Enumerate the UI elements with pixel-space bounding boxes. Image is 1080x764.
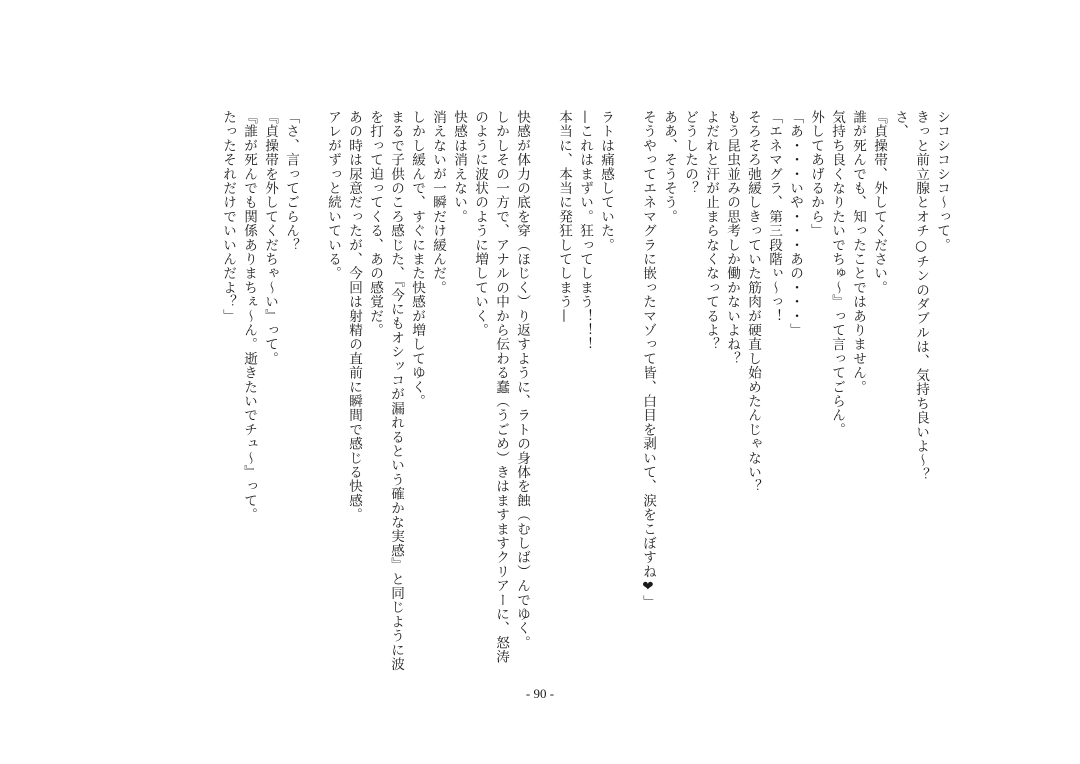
text-line: しかしその一方で、アナルの中から伝わる蠢（うごめ）きはますますクリアーに、怒涛 bbox=[493, 110, 509, 664]
text-line: 外してあげるから」 bbox=[808, 110, 824, 238]
text-line: シコシコシコ〜って。 bbox=[934, 110, 950, 252]
text-line: 快感は消えない。 bbox=[451, 110, 467, 224]
text-line: 気持ち良くなりたいでちゅ〜』って言ってごらん。 bbox=[829, 110, 845, 437]
text-line: ラトは痛感していた。 bbox=[598, 110, 614, 252]
page-number: - 90 - bbox=[525, 686, 555, 701]
text-line: しかし緩んで、すぐにまた快感が増してゆく。 bbox=[409, 110, 425, 409]
text-line: 「エネマグラ、第三段階ぃ〜っ！ bbox=[766, 110, 782, 323]
text-line: そうやってエネマグラに嵌ったマゾって皆、白目を剥いて、涙をこぼすね❤」 bbox=[640, 110, 656, 610]
text-line: 「あ・・・いや・・・あの・・・」 bbox=[787, 110, 803, 338]
text-line: 快感が体力の底を穿（ほじく）り返すように、ラトの身体を蝕（むしば）んでゆく。 bbox=[514, 110, 530, 650]
text-line: どうしたの？ bbox=[682, 110, 698, 196]
text-line: 本当に、本当に発狂してしまう— bbox=[556, 110, 572, 323]
text-line: たったそれだけでいいんだよ？」 bbox=[220, 110, 236, 323]
text-line: もう昆虫並みの思考しか働かないよね？ bbox=[724, 110, 740, 366]
text-line: 誰が死んでも、知ったことではありません。 bbox=[850, 110, 866, 394]
text-line: 『貞操帯を外してくだちゃ〜い』って。 bbox=[262, 110, 278, 366]
text-line: きっと前立腺とオチ○チンのダブルは、気持ち良いよ〜？ bbox=[913, 110, 929, 482]
text-line: 「さ、言ってごらん？ bbox=[283, 110, 299, 252]
text-line: そろそろ弛緩しきっていた筋肉が硬直し始めたんじゃない？ bbox=[745, 110, 761, 494]
text-line: を打って迫ってくる、あの感覚だ。 bbox=[367, 110, 383, 338]
text-line: さ、 bbox=[892, 110, 908, 139]
text-line: 消えないが一瞬だけ緩んだ。 bbox=[430, 110, 446, 295]
text-line: 『貞操帯、外してください。 bbox=[871, 110, 887, 295]
text-line: のように波状のように増していく。 bbox=[472, 110, 488, 338]
text-line: まるで子供のころ感じた、『今にもオシッコが漏れるという確かな実感』と同じように波 bbox=[388, 110, 404, 672]
vertical-text-body bbox=[217, 110, 952, 672]
text-line: —これはまずい。狂ってしまう！！！ bbox=[577, 110, 593, 352]
text-line: よだれと汗が止まらなくなってるよ？ bbox=[703, 110, 719, 352]
text-line: 『誰が死んでも関係ありまちぇ〜ん。逝きたいでチュ〜』って。 bbox=[241, 110, 257, 522]
text-line: あの時は尿意だったが、今回は射精の直前に瞬間で感じる快感。 bbox=[346, 110, 362, 522]
text-line: ああ、そうそう。 bbox=[661, 110, 677, 224]
text-line: アレがずっと続いている。 bbox=[325, 110, 341, 281]
